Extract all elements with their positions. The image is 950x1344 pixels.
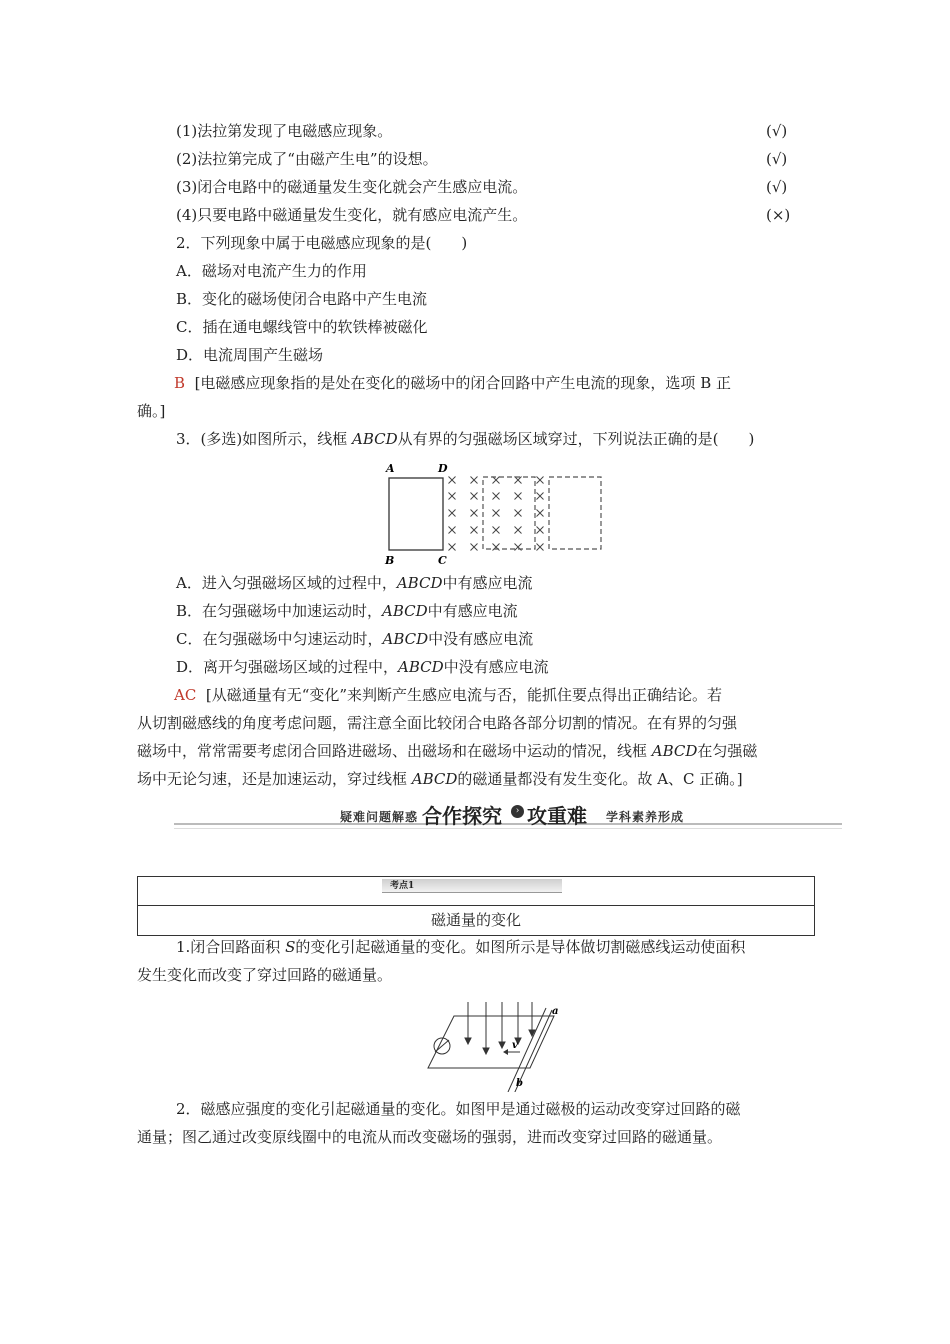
q3-option-c: C．在匀强磁场中匀速运动时，ABCD中没有感应电流: [176, 630, 534, 648]
q2-option-d: D．电流周围产生磁场: [176, 346, 324, 364]
kaodian-title: 磁通量的变化: [430, 911, 521, 929]
corner-label-a: A: [386, 462, 395, 475]
q3-explanation-line3: 磁场中，常常需要考虑闭合回路进磁场、出磁场和在磁场中运动的情况，线框 ABCD在匀强磁: [137, 742, 758, 760]
magnetic-field-crosses: [449, 477, 544, 551]
q3-explanation-line1: AC [从磁通量有无“变化”来判断产生感应电流与否，能抓住要点得出正确结论。若: [174, 686, 723, 704]
p1-figure: [424, 1000, 574, 1092]
velocity-label: v: [512, 1040, 518, 1051]
q2-option-a: A．磁场对电流产生力的作用: [176, 262, 367, 280]
p2-line2: 通量；图乙通过改变原线圈中的电流从而改变磁场的强弱，进而改变穿过回路的磁通量。: [137, 1128, 723, 1146]
q2-option-b: B．变化的磁场使闭合电路中产生电流: [176, 290, 428, 308]
q3-figure: [380, 458, 610, 570]
q2-explanation-line1: B [电磁感应现象指的是处在变化的磁场中的闭合回路中产生电流的现象，选项 B 正: [174, 374, 731, 392]
judgment-3: (3)闭合电路中的磁通量发生变化就会产生感应电流。: [176, 178, 528, 196]
q3-explanation-line2: 从切割磁感线的角度考虑问题，需注意全面比较闭合电路各部分切割的情况。在有界的匀强: [137, 714, 738, 732]
judgment-4-mark: (×): [766, 206, 791, 224]
corner-label-b: B: [385, 554, 395, 567]
section-banner: [174, 800, 842, 832]
q2-option-c: C．插在通电螺线管中的软铁棒被磁化: [176, 318, 428, 336]
corner-label-d: D: [438, 462, 448, 475]
banner-main-1: 合作探究: [422, 804, 502, 828]
q3-option-d: D．离开匀强磁场区域的过程中，ABCD中没有感应电流: [176, 658, 549, 676]
q2-explanation-line2: 确。]: [137, 402, 166, 420]
q3-stem: 3．(多选)如图所示，线框 ABCD从有界的匀强磁场区域穿过，下列说法正确的是( ): [176, 430, 755, 448]
judgment-1-mark: (√): [766, 122, 788, 140]
judgment-2: (2)法拉第完成了“由磁产生电”的设想。: [176, 150, 438, 168]
q3-option-a: A．进入匀强磁场区域的过程中，ABCD中有感应电流: [176, 574, 533, 592]
p1-line2: 发生变化而改变了穿过回路的磁通量。: [137, 966, 393, 984]
banner-right-text: 学科素养形成: [606, 810, 685, 824]
q3-option-b: B．在匀强磁场中加速运动时，ABCD中有感应电流: [176, 602, 518, 620]
rod-label-a: a: [552, 1006, 559, 1017]
q3-answer: AC: [174, 686, 197, 704]
judgment-4: (4)只要电路中磁通量发生变化，就有感应电流产生。: [176, 206, 528, 224]
judgment-2-mark: (√): [766, 150, 788, 168]
banner-main-2: 攻重难: [527, 804, 587, 828]
p2-line1: 2．磁感应强度的变化引起磁通量的变化。如图甲是通过磁极的运动改变穿过回路的磁: [176, 1100, 741, 1118]
q2-stem: 2．下列现象中属于电磁感应现象的是( ): [176, 234, 468, 252]
judgment-3-mark: (√): [766, 178, 788, 196]
kaodian-tag: 考点1: [382, 879, 562, 893]
q3-explanation-line4: 场中无论匀速，还是加速运动，穿过线框 ABCD的磁通量都没有发生变化。故 A、C 正确。]: [137, 770, 743, 788]
judgment-1: (1)法拉第发现了电磁感应现象。: [176, 122, 393, 140]
q2-answer: B: [174, 374, 186, 392]
p1-line1: 1.闭合回路面积 S的变化引起磁通量的变化。如图所示是导体做切割磁感线运动使面积: [176, 938, 746, 956]
kaodian-box: [137, 876, 815, 936]
corner-label-c: C: [438, 554, 447, 567]
rod-label-b: b: [516, 1078, 523, 1089]
banner-arrow-icon: ›: [511, 805, 524, 818]
banner-left-text: 疑难问题解惑: [340, 810, 419, 824]
